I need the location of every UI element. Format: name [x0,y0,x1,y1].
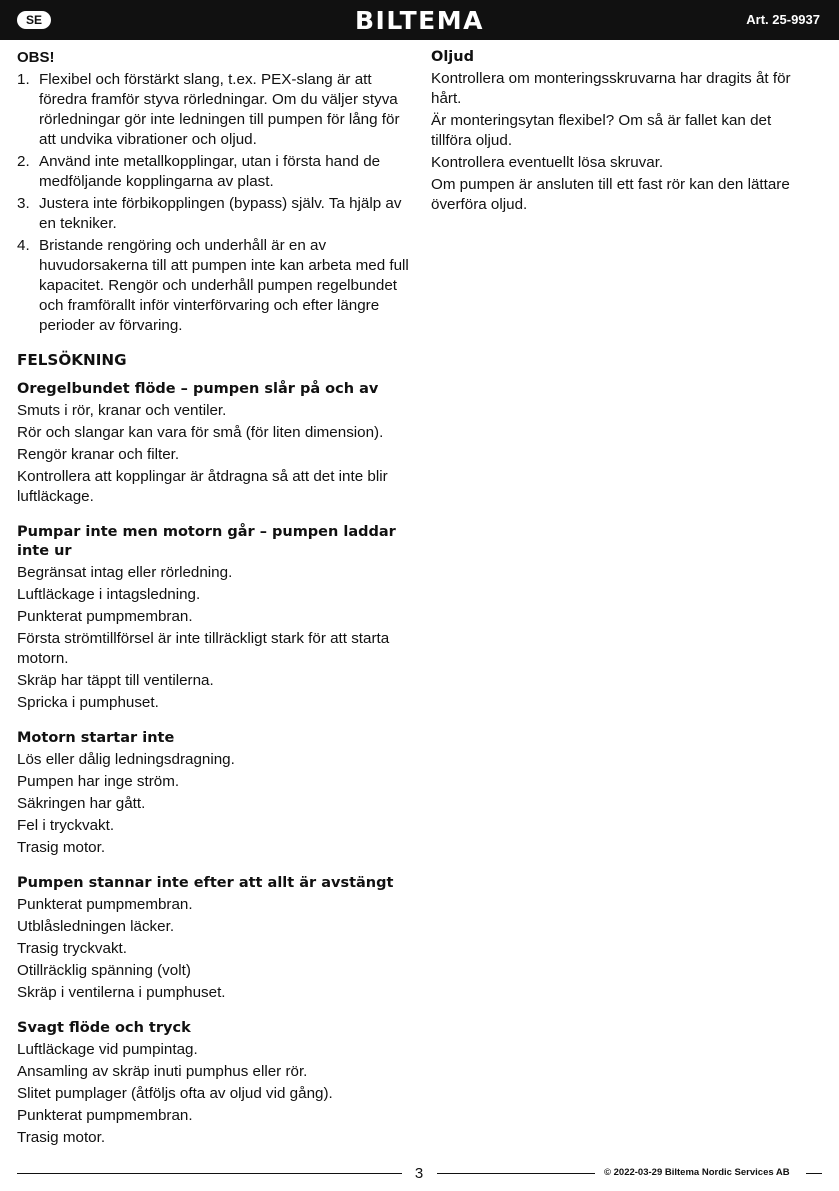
section-line: Skräp har täppt till ventilerna. [17,672,214,689]
brand-logo: BILTEMA [354,6,484,35]
section-heading: Motorn startar inte [17,730,175,746]
section-line: Smuts i rör, kranar och ventiler. [17,402,227,419]
noise-line: Kontrollera om monteringsskruvarna har dragits åt för hårt. [431,70,791,107]
obs-item [17,70,409,150]
section-line: Punkterat pumpmembran. [17,896,193,913]
section-line: Pumpen har inge ström. [17,773,180,790]
noise-heading: Oljud [431,49,474,65]
section-line: Luftläckage vid pumpintag. [17,1041,198,1058]
obs-item [17,194,409,234]
left-column [17,48,409,1148]
page-header [0,0,839,40]
obs-item [17,236,409,336]
section-line: Spricka i pumphuset. [17,694,159,711]
section-heading: Pumpen stannar inte efter att allt är avstängt [17,875,394,891]
obs-item-number: 4. [17,237,30,254]
section-line: Punkterat pumpmembran. [17,608,193,625]
language-badge: SE [17,11,51,29]
noise-line: Är monteringsytan flexibel? Om så är fallet kan det tillföra oljud. [431,112,772,149]
article-number: Art. 25-9937 [746,12,820,27]
section-line: Fel i tryckvakt. [17,817,115,834]
section-line: Lös eller dålig ledningsdragning. [17,751,235,768]
section-line: Trasig motor. [17,839,106,856]
section-line: Punkterat pumpmembran. [17,1107,193,1124]
section-line: Första strömtillförsel är inte tillräckligt stark för att starta motorn. [17,630,390,667]
section-line: Trasig tryckvakt. [17,940,127,957]
section-line: Kontrollera att kopplingar är åtdragna så att det inte blir luftläckage. [17,468,388,505]
obs-item-text: Justera inte förbikopplingen (bypass) själv. Ta hjälp av en tekniker. [39,195,402,232]
obs-title: OBS! [17,49,55,66]
section-line: Luftläckage i intagsledning. [17,586,201,603]
footer-rule-right [806,1173,822,1174]
section-line: Rengör kranar och filter. [17,446,180,463]
section-heading: Pumpar inte men motorn går – pumpen laddar inte ur [17,524,396,559]
section-line: Rör och slangar kan vara för små (för liten dimension). [17,424,384,441]
section-line: Ansamling av skräp inuti pumphus eller rör. [17,1063,308,1080]
section-line: Skräp i ventilerna i pumphuset. [17,984,226,1001]
obs-item-number: 2. [17,153,30,170]
obs-item-number: 1. [17,71,30,88]
section-line: Slitet pumplager (åtföljs ofta av oljud vid gång). [17,1085,333,1102]
section-heading: Svagt flöde och tryck [17,1020,191,1036]
page-number: 3 [414,1165,424,1182]
obs-item [17,152,409,192]
section-line: Trasig motor. [17,1129,106,1146]
obs-item-text: Bristande rengöring och underhåll är en av huvudorsakerna till att pumpen inte kan arbeta med full kapacitet. Rengör och underhåll pumpen regelbundet och framförallt inför vinterförvaring och efter längre perioder av förvaring. [39,237,409,334]
section-heading: Oregelbundet flöde – pumpen slår på och av [17,381,379,397]
right-column [431,48,811,215]
section-line: Otillräcklig spänning (volt) [17,962,191,979]
troubleshooting-title: FELSÖKNING [17,351,127,369]
obs-list [17,70,409,336]
section-line: Begränsat intag eller rörledning. [17,564,233,581]
obs-item-number: 3. [17,195,30,212]
section-line: Säkringen har gått. [17,795,146,812]
noise-line: Om pumpen är ansluten till ett fast rör kan den lättare överföra oljud. [431,176,790,213]
obs-item-text: Använd inte metallkopplingar, utan i första hand de medföljande kopplingarna av plast. [39,153,381,190]
copyright-notice: © 2022-03-29 Biltema Nordic Services AB [604,1167,790,1178]
section-line: Utblåsledningen läcker. [17,918,175,935]
footer-rule-middle [437,1173,595,1174]
footer-rule-left [17,1173,402,1174]
noise-line: Kontrollera eventuellt lösa skruvar. [431,154,664,171]
obs-item-text: Flexibel och förstärkt slang, t.ex. PEX-slang är att föredra framför styva rörledningar. Om du väljer styva rörledningar gör inte ledningen till pumpen för lång för att undvika vibrationer och oljud. [39,71,400,148]
